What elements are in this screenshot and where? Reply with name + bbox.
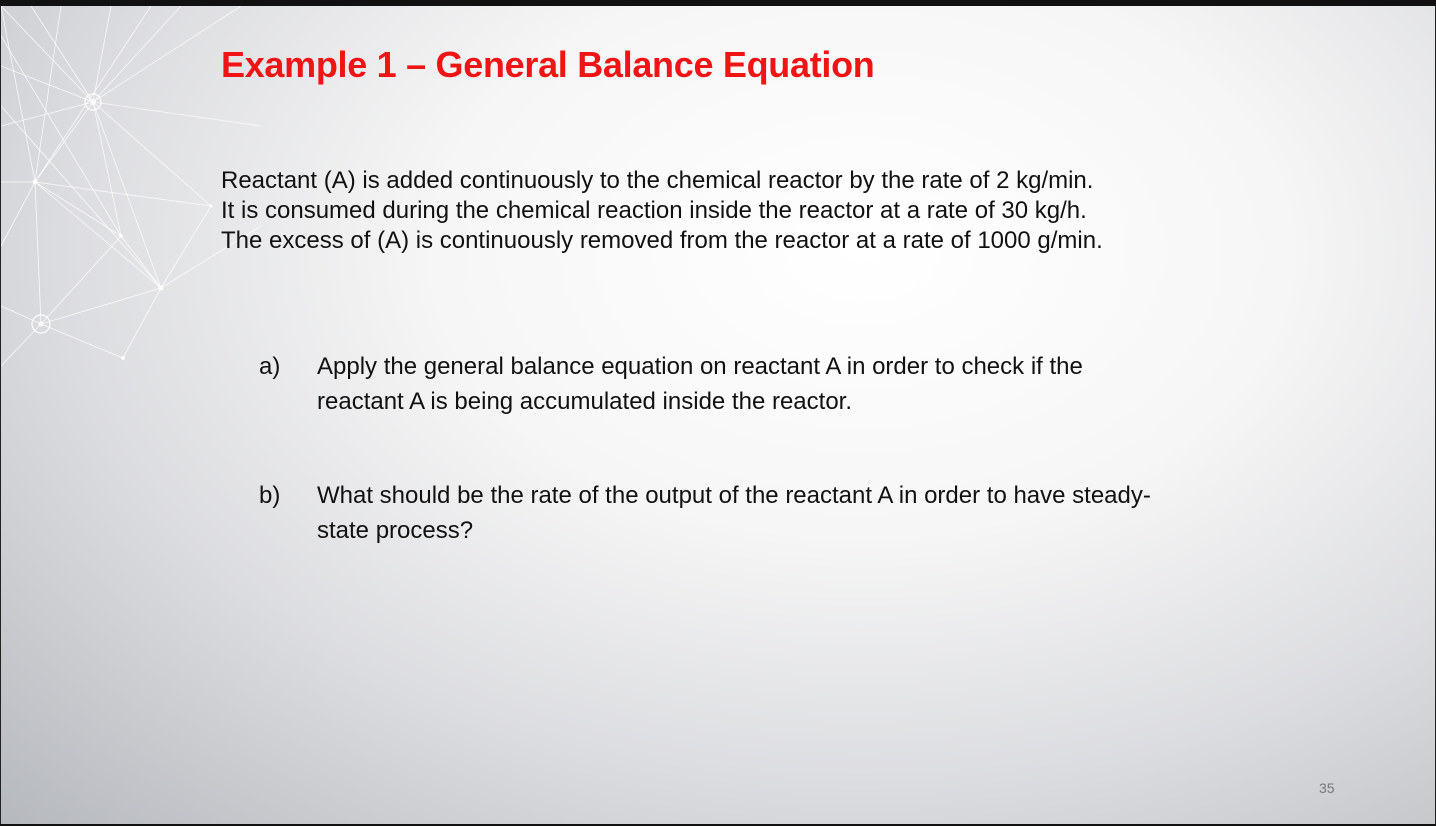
question-a [259, 349, 1259, 419]
problem-statement [221, 166, 1341, 256]
question-marker: a) [259, 353, 281, 380]
statement-line: It is consumed during the chemical reaction inside the reactor at a rate of 30 kg/h. [221, 197, 1087, 224]
statement-line: The excess of (A) is continuously removed from the reactor at a rate of 1000 g/min. [221, 227, 1103, 254]
slide-title: Example 1 – General Balance Equation [221, 44, 875, 85]
question-text: What should be the rate of the output of the reactant A in order to have steady-state process? [317, 482, 1151, 544]
question-marker: b) [259, 482, 281, 509]
question-list [259, 349, 1259, 548]
question-b [259, 478, 1259, 548]
page-number: 35 [1319, 780, 1335, 796]
question-text: Apply the general balance equation on reactant A in order to check if the reactant A is being accumulated inside the reactor. [317, 353, 1083, 415]
slide [0, 6, 1436, 824]
statement-line: Reactant (A) is added continuously to the chemical reactor by the rate of 2 kg/min. [221, 167, 1094, 194]
